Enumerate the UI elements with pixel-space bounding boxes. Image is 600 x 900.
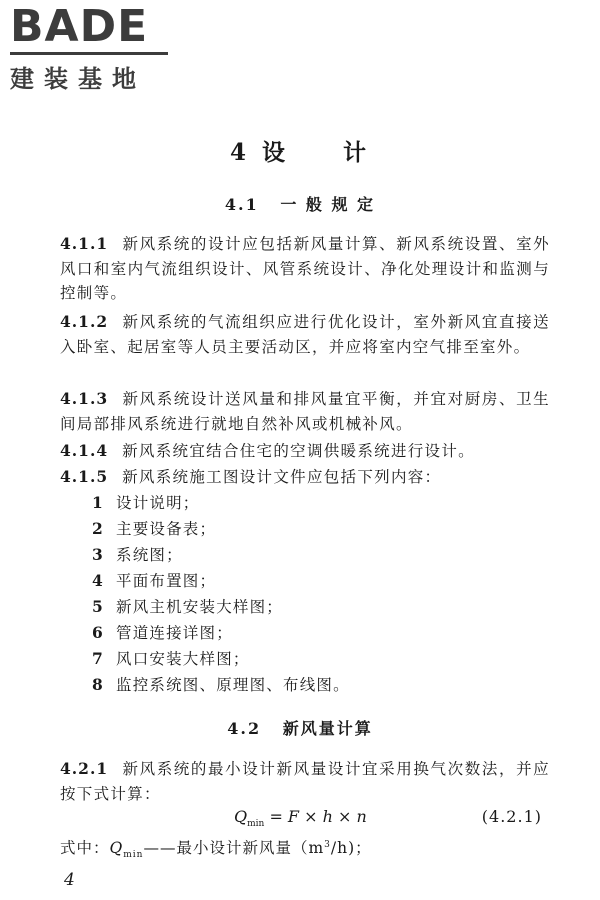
clause-number: 4.1.4 [60,441,109,460]
clause-4-1-3 [60,387,550,436]
clause-4-1-2 [60,310,550,359]
clause-4-2-1 [60,757,550,806]
section-title: 一 般 规 定 [280,195,376,214]
section-number: 4.2 [227,719,262,738]
clause-text: 新风系统的设计应包括新风量计算、新风系统设置、室外风口和室内气流组织设计、风管系统设计、净化处理设计和监测与控制等。 [60,235,550,302]
clause-text: 新风系统的最小设计新风量设计宜采用换气次数法，并应按下式计算： [60,760,550,803]
brand-logo [10,1,180,94]
list-item: 8 监控系统图、原理图、布线图。 [92,675,350,694]
formula-reference: (4.2.1) [481,807,542,826]
logo-cjk-text: 建装基地 [10,65,146,93]
clause-number: 4.1.2 [60,312,109,331]
clause-4-1-5 [60,465,550,490]
logo-divider [10,52,168,55]
section-title: 新风量计算 [282,719,373,738]
list-item: 4 平面布置图； [92,571,217,590]
list-item: 5 新风主机安装大样图； [92,597,284,616]
clause-number: 4.1.1 [60,234,109,253]
symbol-definition: 式中：$Q_{min}——$最小设计新风量$(m^3/h)$； [60,839,372,861]
formula-expression: $Q_{min} = F \times h \times n$ [234,807,367,830]
logo-latin-text: BADE [10,1,149,52]
page-number: 4 [64,870,75,890]
list-item: 1 设计说明； [92,493,200,512]
clause-text: 新风系统施工图设计文件应包括下列内容： [122,468,442,486]
clause-4-1-1 [60,232,550,306]
formula-4-2-1 [60,807,550,831]
clause-number: 4.2.1 [60,759,109,778]
clause-4-1-4 [60,439,550,464]
clause-number: 4.1.5 [60,467,109,486]
clause-number: 4.1.3 [60,389,109,408]
clause-text: 新风系统的气流组织应进行优化设计，室外新风宜直接送入卧室、起居室等人员主要活动区，并应将室内空气排至室外。 [60,313,550,356]
list-item: 3 系统图； [92,545,183,564]
section-number: 4.1 [224,195,259,214]
list-item: 2 主要设备表； [92,519,217,538]
list-item: 7 风口安装大样图； [92,649,250,668]
design-document-list [92,490,512,698]
section-heading-4-2 [0,716,600,739]
clause-text: 新风系统宜结合住宅的空调供暖系统进行设计。 [122,442,475,460]
chapter-title: 4 设 计 [229,139,370,166]
clause-text: 新风系统设计送风量和排风量宜平衡，并宜对厨房、卫生间局部排风系统进行就地自然补风或机械补风。 [60,390,550,433]
section-heading-4-1 [0,192,600,215]
list-item: 6 管道连接详图； [92,623,233,642]
